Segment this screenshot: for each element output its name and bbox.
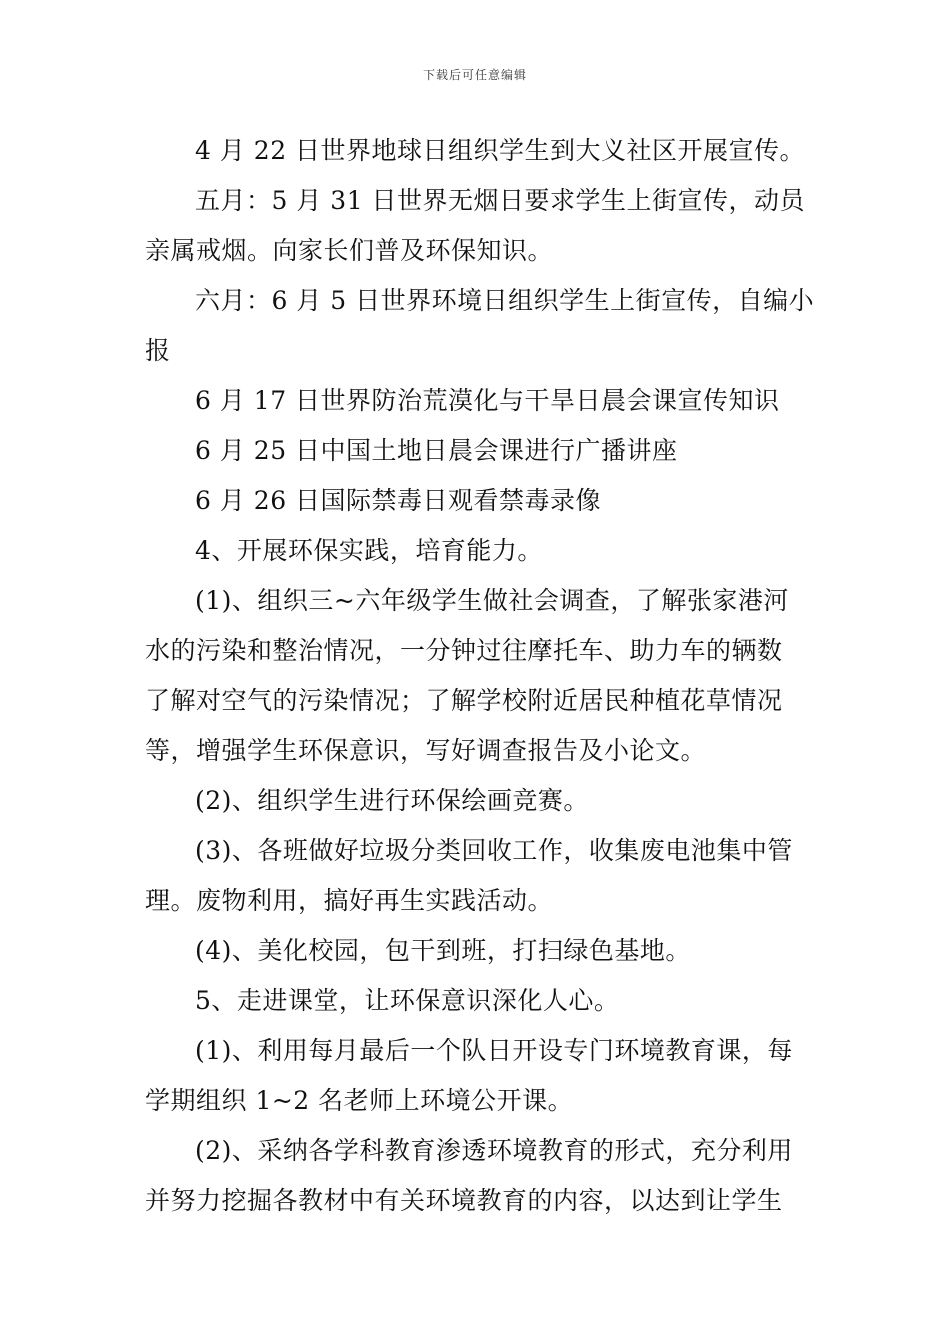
paragraph xyxy=(145,526,810,576)
paragraph xyxy=(145,576,810,776)
paragraph xyxy=(145,976,810,1026)
text-line: 6 月 17 日世界防治荒漠化与干旱日晨会课宣传知识 xyxy=(195,386,780,415)
text-line: 并努力挖掘各教材中有关环境教育的内容，以达到让学生 xyxy=(145,1186,783,1215)
text-line: (3)、各班做好垃圾分类回收工作，收集废电池集中管 xyxy=(195,836,793,865)
text-line: 水的污染和整治情况，一分钟过往摩托车、助力车的辆数 xyxy=(145,636,783,665)
text-line: 6 月 26 日国际禁毒日观看禁毒录像 xyxy=(195,486,602,515)
page-header: 下载后可任意编辑 xyxy=(422,68,527,82)
paragraph xyxy=(145,176,810,276)
paragraph xyxy=(145,776,810,826)
document-body xyxy=(145,126,815,1226)
paragraph xyxy=(145,826,810,926)
text-line: 了解对空气的污染情况；了解学校附近居民种植花草情况 xyxy=(145,686,783,715)
paragraph xyxy=(145,1026,810,1126)
text-line: 报 xyxy=(145,336,171,365)
text-line: 理。废物利用，搞好再生实践活动。 xyxy=(145,886,554,915)
text-line: 4、开展环保实践，培育能力。 xyxy=(195,536,543,565)
text-line: 4 月 22 日世界地球日组织学生到大义社区开展宣传。 xyxy=(195,136,806,165)
text-line: 六月：6 月 5 日世界环境日组织学生上街宣传，自编小 xyxy=(195,286,815,315)
paragraph xyxy=(145,476,810,526)
paragraph xyxy=(145,376,810,426)
paragraph xyxy=(145,1126,810,1226)
text-line: (2)、组织学生进行环保绘画竞赛。 xyxy=(195,786,589,815)
paragraph xyxy=(145,126,810,176)
text-line: 5、走进课堂，让环保意识深化人心。 xyxy=(195,986,620,1015)
text-line: (2)、采纳各学科教育渗透环境教育的形式，充分利用 xyxy=(195,1136,793,1165)
text-line: 等，增强学生环保意识，写好调查报告及小论文。 xyxy=(145,736,707,765)
text-line: (1)、组织三~六年级学生做社会调查，了解张家港河 xyxy=(195,586,789,615)
paragraph xyxy=(145,276,815,376)
paragraph xyxy=(145,926,810,976)
text-line: 6 月 25 日中国土地日晨会课进行广播讲座 xyxy=(195,436,678,465)
text-line: (4)、美化校园，包干到班，打扫绿色基地。 xyxy=(195,936,691,965)
text-line: 五月：5 月 31 日世界无烟日要求学生上街宣传，动员 xyxy=(195,186,806,215)
text-line: (1)、利用每月最后一个队日开设专门环境教育课，每 xyxy=(195,1036,793,1065)
paragraph xyxy=(145,426,810,476)
text-line: 亲属戒烟。向家长们普及环保知识。 xyxy=(145,236,554,265)
text-line: 学期组织 1~2 名老师上环境公开课。 xyxy=(145,1086,574,1115)
